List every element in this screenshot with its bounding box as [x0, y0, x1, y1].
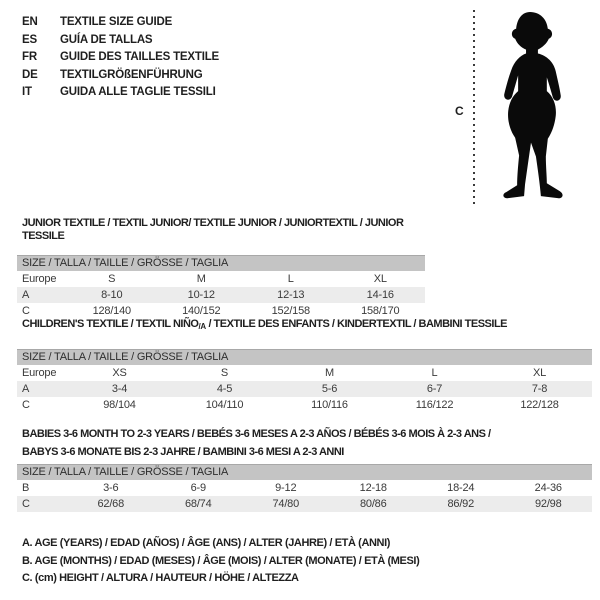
size-cell: M	[325, 367, 334, 379]
size-cell: L	[287, 273, 294, 285]
note-height-cm: C. (cm) HEIGHT / ALTURA / HAUTEUR / HÖHE / ALTEZZA	[22, 572, 299, 584]
size-table-header: SIZE / TALLA / TAILLE / GRÖSSE / TAGLIA	[17, 464, 592, 480]
size-cell: M	[196, 273, 206, 285]
row-label: C	[22, 498, 30, 510]
language-list	[22, 14, 219, 102]
table-row-height	[17, 496, 592, 512]
height-measure-dotted-line	[473, 10, 475, 208]
row-label: Europe	[22, 273, 57, 285]
language-label: GUIDE DES TAILLES TEXTILE	[60, 51, 219, 63]
table-row-age-months	[17, 480, 592, 496]
children-section-heading	[17, 318, 592, 333]
row-label: A	[22, 289, 30, 301]
table-row-europe	[17, 365, 592, 381]
children-section	[17, 318, 592, 413]
legend-notes	[22, 535, 419, 588]
language-label: GUIDA ALLE TAGLIE TESSILI	[60, 86, 216, 98]
language-code: ES	[22, 33, 37, 46]
row-label: C	[22, 305, 30, 317]
size-cell: 158/170	[361, 305, 400, 317]
babies-size-table	[17, 464, 592, 512]
baby-silhouette-icon	[483, 10, 577, 208]
language-code: DE	[22, 68, 38, 81]
junior-section	[17, 217, 425, 319]
size-cell: 86/92	[447, 498, 475, 510]
size-cell: 122/128	[520, 399, 559, 411]
size-cell: 7-8	[531, 383, 548, 395]
size-cell: 18-24	[447, 482, 475, 494]
babies-section	[17, 425, 592, 512]
size-cell: 98/104	[103, 399, 136, 411]
language-row-es	[22, 32, 219, 50]
size-cell: 5-6	[321, 383, 338, 395]
size-cell: 62/68	[97, 498, 125, 510]
size-cell: 12-18	[359, 482, 387, 494]
row-label: A	[22, 383, 30, 395]
size-cell: 110/116	[311, 399, 348, 411]
language-code: EN	[22, 16, 38, 28]
size-cell: 6-7	[426, 383, 443, 395]
language-label: TEXTILGRÖßENFÜHRUNG	[60, 68, 203, 81]
size-cell: 9-12	[275, 482, 297, 494]
heading-suffix: / TEXTILE DES ENFANTS / KINDERTEXTIL / BAMBINI TESSILE	[205, 318, 507, 330]
size-cell: 3-6	[103, 482, 119, 494]
table-row-age	[17, 287, 425, 303]
note-age-years: A. AGE (YEARS) / EDAD (AÑOS) / ÂGE (ANS) / ALTER (JAHRE) / ETÀ (ANNI)	[22, 537, 390, 549]
size-cell: 3-4	[111, 383, 128, 395]
size-cell: 14-16	[366, 289, 394, 301]
size-cell: 152/158	[271, 305, 310, 317]
table-row-height	[17, 397, 592, 413]
size-cell: S	[108, 273, 116, 285]
heading-subscript: /A	[198, 322, 206, 331]
babies-section-heading-line2: BABYS 3-6 MONATE BIS 2-3 JAHRE / BAMBINI 3-6 MESI A 2-3 ANNI	[22, 446, 344, 458]
babies-section-heading-line1: BABIES 3-6 MONTH TO 2-3 YEARS / BEBÉS 3-6 MESES A 2-3 AÑOS / BÉBÉS 3-6 MOIS À 2-3 ANS /	[22, 428, 491, 440]
note-age-months: B. AGE (MONTHS) / EDAD (MESES) / ÂGE (MOIS) / ALTER (MONATE) / ETÀ (MESI)	[22, 554, 420, 567]
size-cell: 6-9	[190, 482, 206, 494]
size-cell: 8-10	[101, 289, 123, 301]
size-cell: L	[431, 367, 438, 379]
size-cell: XL	[532, 367, 547, 379]
row-label: Europe	[22, 367, 57, 379]
children-size-table	[17, 349, 592, 413]
size-cell: 104/110	[205, 399, 244, 411]
language-row-en	[22, 14, 219, 32]
size-cell: 68/74	[184, 498, 212, 510]
row-label: B	[22, 482, 30, 494]
size-cell: S	[220, 367, 229, 379]
language-row-it	[22, 84, 219, 102]
size-cell: 128/140	[92, 305, 131, 317]
language-label: GUÍA DE TALLAS	[60, 33, 153, 46]
size-cell: 74/80	[272, 498, 300, 510]
size-cell: XL	[373, 273, 387, 285]
size-cell: 92/98	[534, 498, 562, 510]
measure-label-c: C	[455, 104, 464, 118]
language-row-fr	[22, 49, 219, 67]
language-row-de	[22, 67, 219, 85]
size-cell: 24-36	[534, 482, 562, 494]
junior-size-table	[17, 255, 425, 319]
language-code: IT	[22, 86, 32, 98]
baby-figure	[455, 8, 590, 212]
size-cell: XS	[112, 367, 127, 379]
size-cell: 80/86	[359, 498, 387, 510]
size-cell: 140/152	[182, 305, 221, 317]
size-cell: 10-12	[187, 289, 215, 301]
row-label: C	[22, 399, 30, 411]
table-row-europe	[17, 271, 425, 287]
size-table-header: SIZE / TALLA / TAILLE / GRÖSSE / TAGLIA	[17, 255, 425, 271]
table-row-height	[17, 303, 425, 319]
size-cell: 12-13	[277, 289, 305, 301]
size-cell: 4-5	[216, 383, 233, 395]
heading-prefix: CHILDREN'S TEXTILE / TEXTIL NIÑO	[22, 318, 199, 330]
junior-section-heading: JUNIOR TEXTILE / TEXTIL JUNIOR/ TEXTILE JUNIOR / JUNIORTEXTIL / JUNIOR TESSILE	[22, 217, 404, 242]
size-table-header: SIZE / TALLA / TAILLE / GRÖSSE / TAGLIA	[17, 349, 592, 365]
language-code: FR	[22, 51, 37, 63]
size-cell: 116/122	[415, 399, 454, 411]
language-label: TEXTILE SIZE GUIDE	[60, 16, 173, 28]
table-row-age	[17, 381, 592, 397]
